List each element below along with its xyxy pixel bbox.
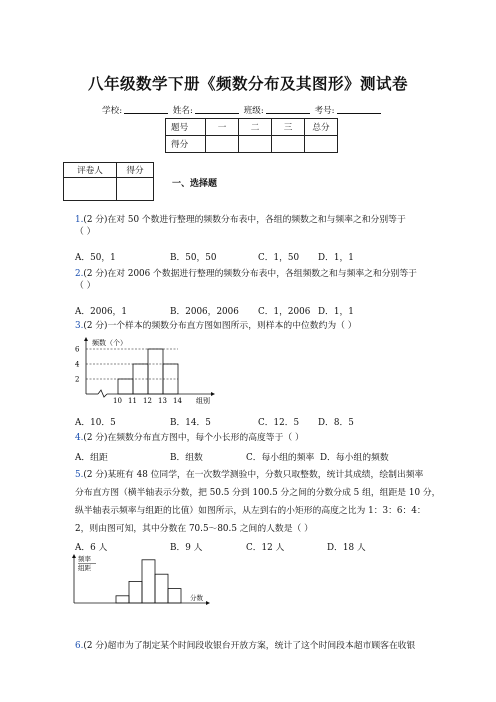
option-a[interactable]: A．50，1 <box>75 253 116 263</box>
x-axis-arrow <box>206 601 210 605</box>
score-table <box>165 118 338 153</box>
y-tick-label: 2 <box>75 375 80 384</box>
question-3 <box>75 320 357 332</box>
question-text: (2 分)超市为了制定某个时间段收银台开放方案，统计了这个时间段本超市顾客在收银 <box>83 641 416 651</box>
score-table-header <box>166 119 338 136</box>
y-axis-arrow <box>84 337 88 341</box>
option-b[interactable]: B．2006，2006 <box>170 307 239 317</box>
option-d[interactable]: D．每小组的频数 <box>320 453 389 463</box>
question-2 <box>75 268 417 292</box>
question-number: 1. <box>75 215 84 225</box>
exam-id-label: 考号: <box>314 106 335 116</box>
y-axis-label-numerator: 频率 <box>78 555 91 563</box>
histogram-bar <box>118 379 133 394</box>
option-c[interactable]: C．1，50 <box>258 253 300 263</box>
x-axis-label: 分数 <box>190 594 203 602</box>
rater-score-cell[interactable] <box>117 178 154 201</box>
option-c[interactable]: C．每小组的频率 <box>246 453 315 463</box>
score-header-cell: 一 <box>206 119 239 136</box>
histogram-chart-2 <box>68 553 218 611</box>
y-axis-arrow <box>72 554 76 558</box>
histogram-bar <box>116 596 129 603</box>
option-b[interactable]: B．9 人 <box>170 543 203 553</box>
score-header-cell: 题号 <box>166 119 206 136</box>
option-c[interactable]: C．12 人 <box>246 543 285 553</box>
question-number: 3. <box>75 321 84 331</box>
y-tick-label: 4 <box>75 360 80 369</box>
section-title: 一、选择题 <box>172 179 218 189</box>
question-text: （ ） <box>75 281 96 291</box>
rater-cell[interactable] <box>64 178 117 201</box>
question-5 <box>75 466 440 538</box>
y-axis-label: 频数（个） <box>92 339 127 347</box>
score-row-label: 得分 <box>166 136 206 153</box>
question-number: 4. <box>75 433 84 443</box>
name-blank[interactable] <box>195 104 239 114</box>
histogram-bar <box>148 349 163 394</box>
school-blank[interactable] <box>124 104 168 114</box>
x-axis-arrow <box>211 392 215 396</box>
x-tick-label: 11 <box>128 397 137 405</box>
option-b[interactable]: B．50，50 <box>170 253 217 263</box>
question-text: 分布直方图（横半轴表示分数，把 50.5 分到 100.5 分之间的分数分成 5 组，组距是 10 分， <box>75 488 441 498</box>
histogram-bar <box>168 589 181 603</box>
score-cell[interactable] <box>272 136 305 153</box>
name-label: 姓名: <box>172 106 193 116</box>
score-cell[interactable] <box>239 136 272 153</box>
option-d[interactable]: D．8．5 <box>318 418 354 428</box>
question-text: (2 分)在对 50 个数进行整理的频数分布表中，各组的频数之和与频率之和分别等于 <box>83 215 406 225</box>
option-a[interactable]: A．组距 <box>75 453 108 463</box>
class-label: 班级: <box>243 106 264 116</box>
axis-break <box>98 390 107 397</box>
question-text: (2 分)在对 2006 个数据进行整理的频数分布表中，各组频数之和与频率之和分别等于 <box>83 269 417 279</box>
y-axis-label-denominator: 组距 <box>78 564 91 572</box>
score-cell[interactable] <box>305 136 338 153</box>
option-a[interactable]: A．6 人 <box>75 543 108 553</box>
option-d[interactable]: D．1，1 <box>318 307 354 317</box>
question-text: (2 分)某班有 48 位同学，在一次数学测验中，分数只取整数，统计其成绩，绘制出频率 <box>83 470 424 480</box>
school-label: 学校: <box>102 106 123 116</box>
score-header-cell: 二 <box>239 119 272 136</box>
option-c[interactable]: C．1，2006 <box>258 307 311 317</box>
score-header-cell: 总分 <box>305 119 338 136</box>
question-text: (2 分)一个样本的频数分布直方图如图所示，则样本的中位数约为（ ） <box>83 321 357 331</box>
rater-table <box>63 162 154 201</box>
exam-id-blank[interactable] <box>337 104 381 114</box>
x-tick-label: 14 <box>173 397 182 405</box>
histogram-bar <box>155 574 168 603</box>
x-tick-label: 12 <box>143 397 152 405</box>
question-4 <box>75 432 304 444</box>
histogram-chart-1 <box>68 336 228 408</box>
question-text: （ ） <box>75 227 96 237</box>
option-c[interactable]: C．12．5 <box>258 418 300 428</box>
score-header-cell: 三 <box>272 119 305 136</box>
question-6 <box>75 640 415 652</box>
score-table-row <box>166 136 338 153</box>
y-tick-label: 6 <box>75 345 80 354</box>
page-title: 八年级数学下册《频数分布及其图形》测试卷 <box>87 74 408 93</box>
option-a[interactable]: A．2006，1 <box>75 307 127 317</box>
score-cell[interactable] <box>206 136 239 153</box>
student-info-line <box>102 104 383 116</box>
x-tick-label: 10 <box>113 397 122 405</box>
question-number: 5. <box>75 470 84 480</box>
option-d[interactable]: D．18 人 <box>327 543 366 553</box>
question-number: 6. <box>75 641 84 651</box>
question-text: 纵半轴表示频率与组距的比值）如图所示，从左到右的小矩形的高度之比为 1：3：6：4： <box>75 506 426 516</box>
option-b[interactable]: B．组数 <box>170 453 203 463</box>
option-b[interactable]: B．14．5 <box>170 418 211 428</box>
x-tick-label: 13 <box>158 397 167 405</box>
question-text: (2 分)在频数分布直方图中，每个小长形的高度等于（ ） <box>83 433 304 443</box>
question-1 <box>75 214 406 238</box>
question-text: 2，则由图可知，其中分数在 70.5～80.5 之间的人数是（ ） <box>75 524 313 534</box>
option-d[interactable]: D．1，1 <box>318 253 354 263</box>
histogram-bar <box>142 560 155 603</box>
rater-score-header: 得分 <box>117 163 154 178</box>
x-axis-label: 组别 <box>196 397 210 405</box>
class-blank[interactable] <box>266 104 310 114</box>
histogram-bar <box>129 581 142 603</box>
rater-header: 评卷人 <box>64 163 117 178</box>
question-number: 2. <box>75 269 84 279</box>
option-a[interactable]: A．10．5 <box>75 418 116 428</box>
